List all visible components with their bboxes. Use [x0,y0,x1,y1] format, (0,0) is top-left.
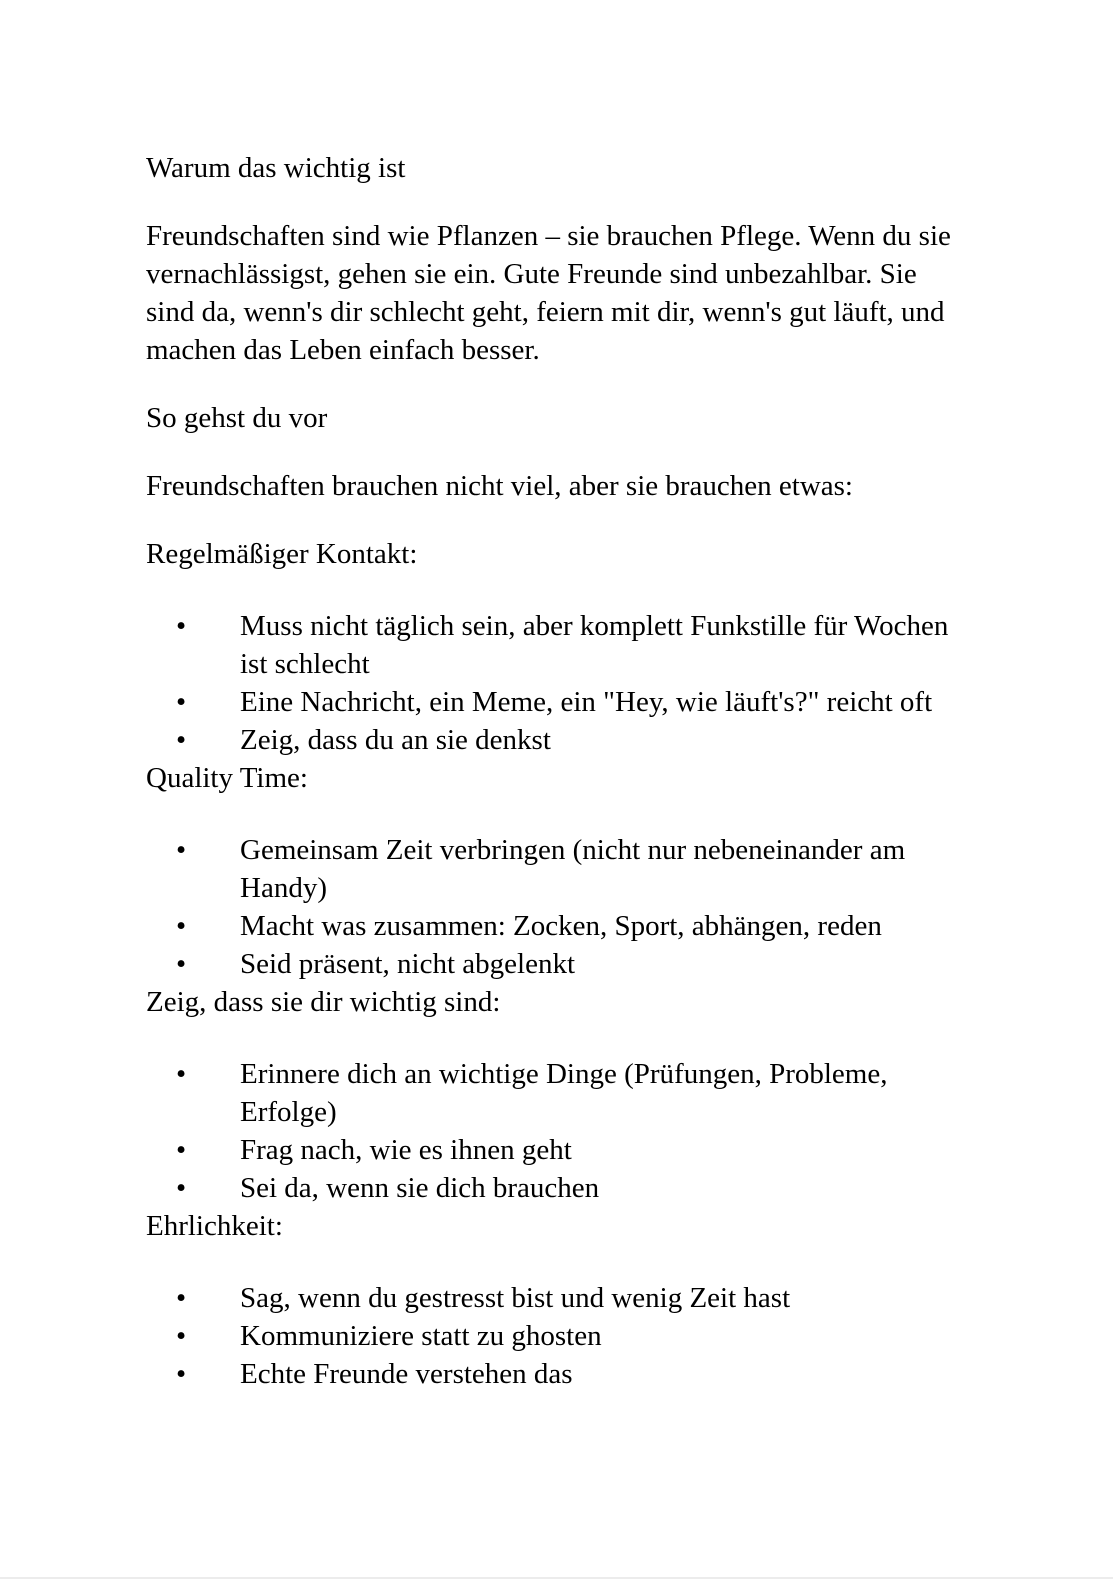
list-item [146,907,960,945]
list-item-text: Macht was zusammen: Zocken, Sport, abhängen, reden [240,910,882,942]
document-body [146,149,960,1393]
list-label: Quality Time: [146,762,308,794]
bottom-divider [0,1577,1113,1579]
list-item [146,831,960,907]
bullet-icon: • [176,1134,187,1166]
paragraph: Freundschaften brauchen nicht viel, aber sie brauchen etwas: [146,470,853,502]
list-item [146,683,960,721]
list-label: Regelmäßiger Kontakt: [146,538,418,570]
list-item [146,721,960,759]
list-item-text: Sag, wenn du gestresst bist und wenig Zeit hast [240,1282,791,1314]
bullet-icon: • [176,948,187,980]
list-item-text: Kommuniziere statt zu ghosten [240,1320,602,1352]
bullet-icon: • [176,834,187,866]
bullet-list [146,607,960,759]
list-item-text: Muss nicht täglich sein, aber komplett Funkstille für Wochen ist schlecht [240,610,949,680]
list-label: Zeig, dass sie dir wichtig sind: [146,986,501,1018]
bullet-icon: • [176,1172,187,1204]
list-item-text: Sei da, wenn sie dich brauchen [240,1172,600,1204]
list-item [146,1279,960,1317]
paragraph: Freundschaften sind wie Pflanzen – sie brauchen Pflege. Wenn du sie vernachlässigst, gehen sie ein. Gute Freunde sind unbezahlbar. Sie sind da, wenn's dir schlecht geht, feiern mit dir, wenn's gut läuft, und machen das Leben einfach besser. [146,220,951,366]
list-item-text: Zeig, dass du an sie denkst [240,724,551,756]
list-item [146,1355,960,1393]
bullet-icon: • [176,910,187,942]
list-item-text: Frag nach, wie es ihnen geht [240,1134,572,1166]
bullet-icon: • [176,686,187,718]
bullet-list [146,1279,960,1393]
bullet-list [146,1055,960,1207]
list-item [146,607,960,683]
section-heading: Warum das wichtig ist [146,152,406,184]
list-item-text: Eine Nachricht, ein Meme, ein "Hey, wie läuft's?" reicht oft [240,686,933,718]
section-heading: So gehst du vor [146,402,328,434]
list-item-text: Erinnere dich an wichtige Dinge (Prüfungen, Probleme, Erfolge) [240,1058,888,1128]
bullet-icon: • [176,724,187,756]
bullet-icon: • [176,610,187,642]
list-item [146,1055,960,1131]
list-item-text: Seid präsent, nicht abgelenkt [240,948,576,980]
list-label: Ehrlichkeit: [146,1210,283,1242]
bullet-icon: • [176,1358,187,1390]
bullet-icon: • [176,1058,187,1090]
bullet-icon: • [176,1282,187,1314]
list-item-text: Echte Freunde verstehen das [240,1358,573,1390]
list-item [146,1317,960,1355]
bullet-icon: • [176,1320,187,1352]
bullet-list [146,831,960,983]
list-item [146,1131,960,1169]
list-item-text: Gemeinsam Zeit verbringen (nicht nur nebeneinander am Handy) [240,834,906,904]
list-item [146,1169,960,1207]
list-item [146,945,960,983]
